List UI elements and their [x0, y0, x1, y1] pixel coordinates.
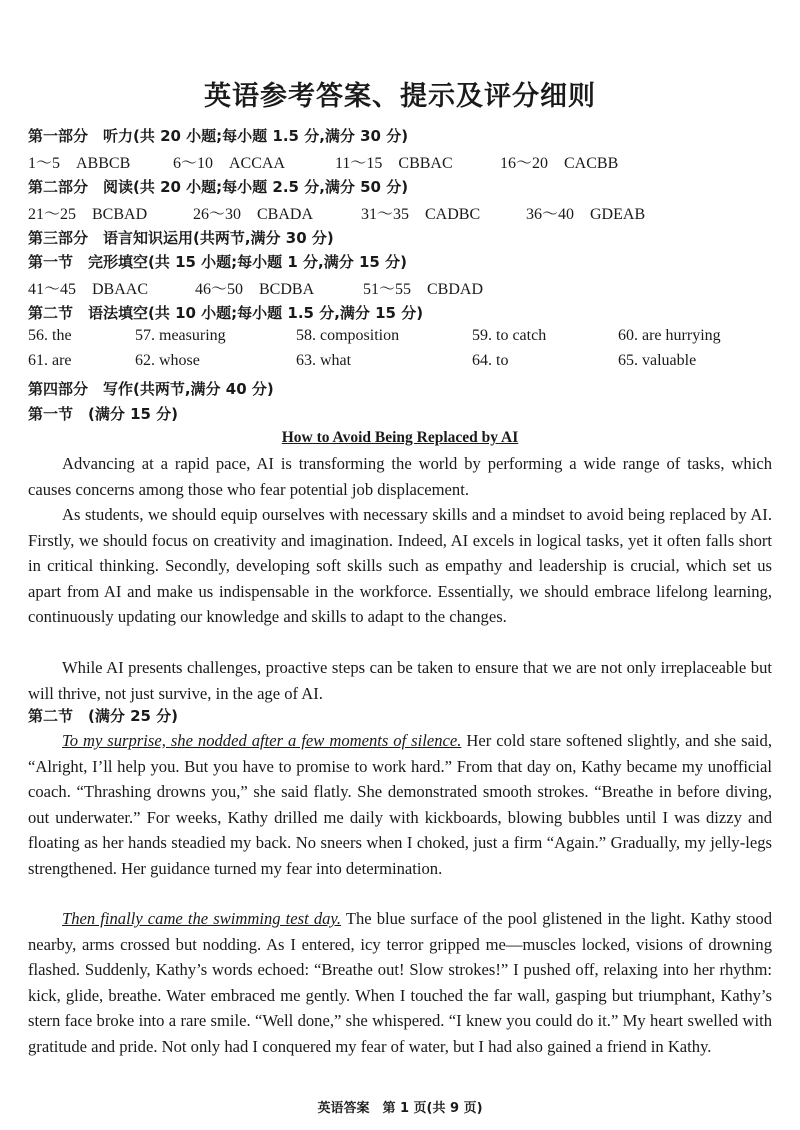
part3-sec1-heading: 第一节 完形填空(共 15 小题;每小题 1 分,满分 15 分): [28, 253, 407, 271]
essay-paragraph-2: As students, we should equip ourselves with necessary skills and a mindset to avoid being replaced by AI. Firstly, we should focus on creativity and imagination. Indeed, AI excels in logical tasks, yet it often falls short in critical thinking. Secondly, developing soft skills such as empathy and leadership is crucial, which set us apart from AI and make us indispensable in the workforce. Essentially, we should embrace lifelong learning, continuously updating our knowledge and skills to adapt to the changes.: [28, 505, 772, 626]
story-paragraph-1: [28, 728, 772, 881]
answer-group: 46～50 BCDBA: [195, 281, 315, 298]
grammar-answer: 62. whose: [135, 352, 200, 369]
essay-paragraph-1: Advancing at a rapid pace, AI is transforming the world by performing a wide range of tasks, which causes concerns among those who fear potential job displacement.: [28, 454, 772, 499]
story-paragraph-2: [28, 906, 772, 1059]
part3-heading: 第三部分 语言知识运用(共两节,满分 30 分): [28, 229, 334, 247]
answer-group: 21～25 BCBAD: [28, 206, 148, 223]
grammar-answer: 56. the: [28, 327, 72, 344]
grammar-answer: 58. composition: [296, 327, 400, 344]
answer-group: 11～15 CBBAC: [335, 155, 453, 172]
part4-sec2-heading: 第二节 (满分 25 分): [28, 707, 179, 725]
answer-group: 51～55 CBDAD: [363, 281, 484, 298]
grammar-answer: 64. to: [472, 352, 509, 369]
grammar-answer: 60. are hurrying: [618, 327, 721, 344]
part4-heading: 第四部分 写作(共两节,满分 40 分): [28, 380, 274, 398]
part1-heading: 第一部分 听力(共 20 小题;每小题 1.5 分,满分 30 分): [28, 127, 409, 145]
story-paragraph-1-body: Her cold stare softened slightly, and she said, “Alright, I’ll help you. But you have to promise to work hard.” From that day on, Kathy became my unofficial coach. “Thrashing drowns you,” she said flatly. She demonstrated smooth strokes. “Breathe in before diving, out underwater.” For weeks, Kathy drilled me daily with kickboards, blowing bubbles until I was dizzy and floating as her hands steadied my back. No sneers when I choked, just a firm “Again.” Gradually, my jelly-legs strengthened. Her guidance turned my fear into determination.: [28, 731, 772, 878]
grammar-answer: 63. what: [296, 352, 352, 369]
page-title: 英语参考答案、提示及评分细则: [204, 81, 596, 112]
part2-heading: 第二部分 阅读(共 20 小题;每小题 2.5 分,满分 50 分): [28, 178, 409, 196]
story-paragraph-2-body: The blue surface of the pool glistened in the light. Kathy stood nearby, arms crossed but nodding. As I entered, icy terror gripped me—muscles locked, visions of drowning flashed. Suddenly, Kathy’s words echoed: “Breathe out! Slow strokes!” I pushed off, relaxing into her rhythm: kick, glide, breathe. Water embraced me gently. When I touched the far wall, gasping but triumphant, Kathy’s stern face broke into a rare smile. “Well done,” she whispered. “I knew you could do it.” My heart swelled with gratitude and pride. Not only had I conquered my fear of water, but I had also gained a friend in Kathy.: [28, 909, 772, 1056]
answer-group: 26～30 CBADA: [193, 206, 314, 223]
grammar-answer: 59. to catch: [472, 327, 547, 344]
part3-sec2-heading: 第二节 语法填空(共 10 小题;每小题 1.5 分,满分 15 分): [28, 304, 424, 322]
answer-group: 1～5 ABBCB: [28, 155, 131, 172]
story-paragraph-1-lead: To my surprise, she nodded after a few moments of silence.: [62, 731, 462, 750]
answer-group: 36～40 GDEAB: [526, 206, 646, 223]
answer-group: 16～20 CACBB: [500, 155, 619, 172]
grammar-answer: 57. measuring: [135, 327, 226, 344]
answer-group: 31～35 CADBC: [361, 206, 481, 223]
grammar-answer: 61. are: [28, 352, 72, 369]
grammar-answer: 65. valuable: [618, 352, 697, 369]
essay-title: How to Avoid Being Replaced by AI: [281, 429, 519, 446]
page-footer: 英语答案 第 1 页(共 9 页): [317, 1101, 483, 1116]
part4-sec1-heading: 第一节 (满分 15 分): [28, 405, 179, 423]
answer-group: 41～45 DBAAC: [28, 281, 149, 298]
answer-group: 6～10 ACCAA: [173, 155, 286, 172]
essay-paragraph-3: While AI presents challenges, proactive steps can be taken to ensure that we are not only irreplaceable but will thrive, not just survive, in the age of AI.: [28, 658, 772, 703]
story-paragraph-2-lead: Then finally came the swimming test day.: [62, 909, 342, 928]
